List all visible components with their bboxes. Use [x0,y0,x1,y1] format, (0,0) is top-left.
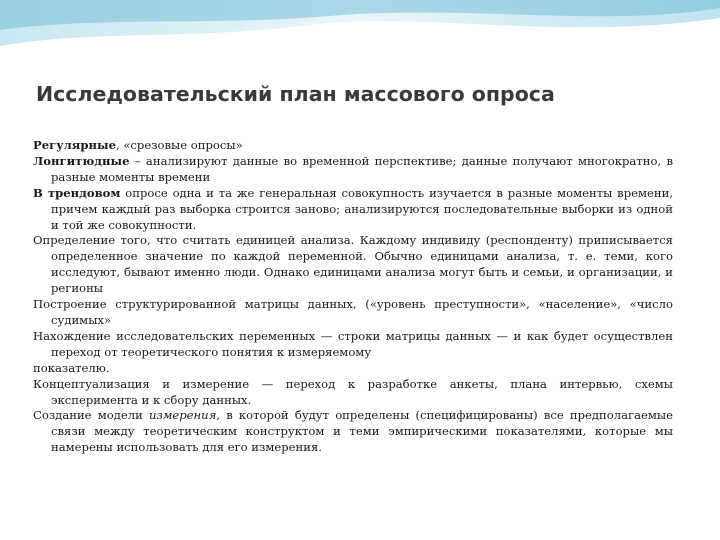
paragraph-variables: Нахождение исследовательских переменных — строки матрицы данных — и как будет осуществлен переход от теоретического понятия к измеряемому [33,328,673,359]
term-measurement: измерения [149,408,217,423]
term-trend: В трендовом [33,185,121,200]
paragraph-trend [33,186,673,234]
paragraph-longitudinal [33,154,673,186]
slide-title: Исследовательский план массового опроса [36,82,555,106]
paragraph-data-matrix: Построение структурированной матрицы данных, («уровень преступности», «население», «число судимых» [33,297,673,327]
paragraph-unit-of-analysis: Определение того, что считать единицей анализа. Каждому индивиду (респонденту) приписывается определенное значение по каждой переменной. Обычно единицами анализа, т. е. теми, кого исследуют, бывают именно люди. Однако единицами анализа могут быть и семьи, и организации, и регионы [33,233,673,296]
slide-body [33,138,673,456]
paragraph-text: опросе одна и та же генеральная совокупность изучается в разные моменты времени, причем каждый раз выборка строится заново; анализируются последовательные выборки из одной и той же совокупности. [51,185,673,232]
paragraph-text: Создание модели [33,408,149,423]
paragraph-text: , «срезовые опросы» [115,138,243,152]
paragraph-conceptualization: Концептуализация и измерение — переход к разработке анкеты, плана интервью, схемы эксперимента и к сбору данных. [33,376,673,407]
paragraph-text: – анализируют данные во временной перспективе; данные получают многократно, в разные моменты времени [51,153,673,184]
paragraph-text: , в которой будут определены (специфицированы) все предполагаемые связи между теоретическим конструктом и теми эмпирическими показателями, которые мы намерены использовать для его измерения. [51,408,673,455]
header-wave-decoration [0,0,720,60]
term-longitudinal: Лонгитюдные [33,153,130,168]
term-regular: Регулярные [33,138,116,152]
paragraph-regular [33,138,673,154]
paragraph-model [33,408,673,456]
paragraph-indicator: показателю. [33,360,110,375]
